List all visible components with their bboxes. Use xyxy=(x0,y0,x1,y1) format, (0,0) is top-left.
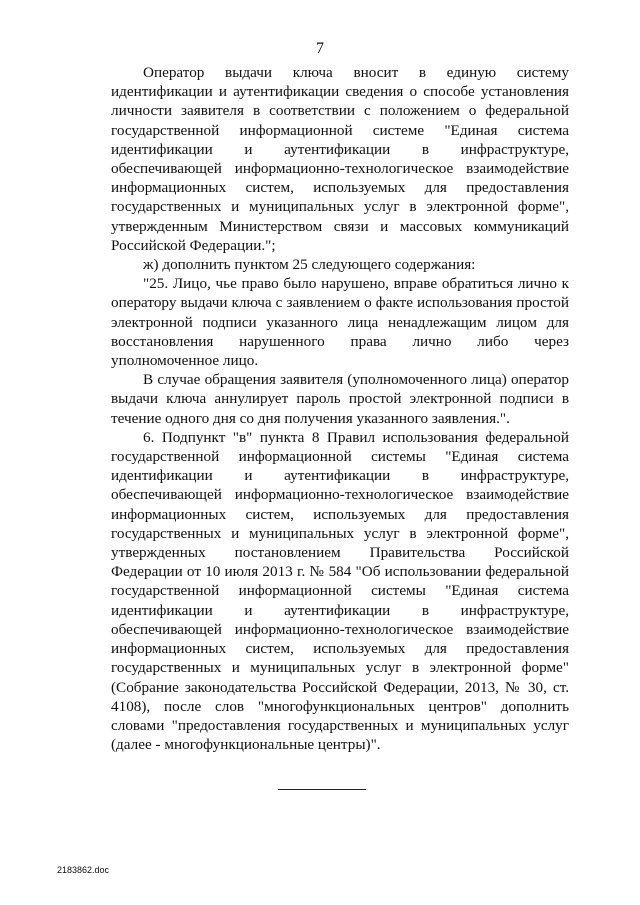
page-number: 7 xyxy=(316,40,324,57)
document-body xyxy=(111,63,569,754)
paragraph-1: Оператор выдачи ключа вносит в единую систему идентификации и аутентификации сведения о способе установления личности заявителя в соответствии с положением о федеральной государственной информационной системе "Единая система идентификации и аутентификации в инфраструктуре, обеспечивающей информационно-технологическое взаимодействие информационных систем, используемых для предоставления государственных и муниципальных услуг в электронной форме", утвержденным Министерством связи и массовых коммуникаций Российской Федерации."; xyxy=(111,64,569,254)
end-separator xyxy=(278,789,366,790)
paragraph-4: В случае обращения заявителя (уполномоченного лица) оператор выдачи ключа аннулирует пароль простой электронной подписи в течение одного дня со дня получения указанного заявления.". xyxy=(111,371,569,427)
file-footer: 2183862.doc xyxy=(57,865,110,875)
paragraph-2: ж) дополнить пунктом 25 следующего содержания: xyxy=(143,256,476,274)
paragraph-5: 6. Подпункт "в" пункта 8 Правил использования федеральной государственной информационной системы "Единая система идентификации и аутентификации в инфраструктуре, обеспечивающей информационно-технологическое взаимодействие информационных систем, используемых для предоставления государственных и муниципальных услуг в электронной форме", утвержденных постановлением Правительства Российской Федерации от 10 июля 2013 г. № 584 "Об использовании федеральной государственной информационной системы "Единая система идентификации и аутентификации в инфраструктуре, обеспечивающей информационно-технологическое взаимодействие информационных систем, используемых для предоставления государственных и муниципальных услуг в электронной форме" (Собрание законодательства Российской Федерации, 2013, № 30, ст. 4108), после слов "многофункциональных центров" дополнить словами "предоставления государственных и муниципальных услуг (далее - многофункциональные центры)". xyxy=(111,428,569,754)
paragraph-3: "25. Лицо, чье право было нарушено, вправе обратиться лично к оператору выдачи ключа с заявлением о факте использования простой электронной подписи указанного лица ненадлежащим лицом для восстановления нарушенного права лично либо через уполномоченное лицо. xyxy=(111,275,569,370)
